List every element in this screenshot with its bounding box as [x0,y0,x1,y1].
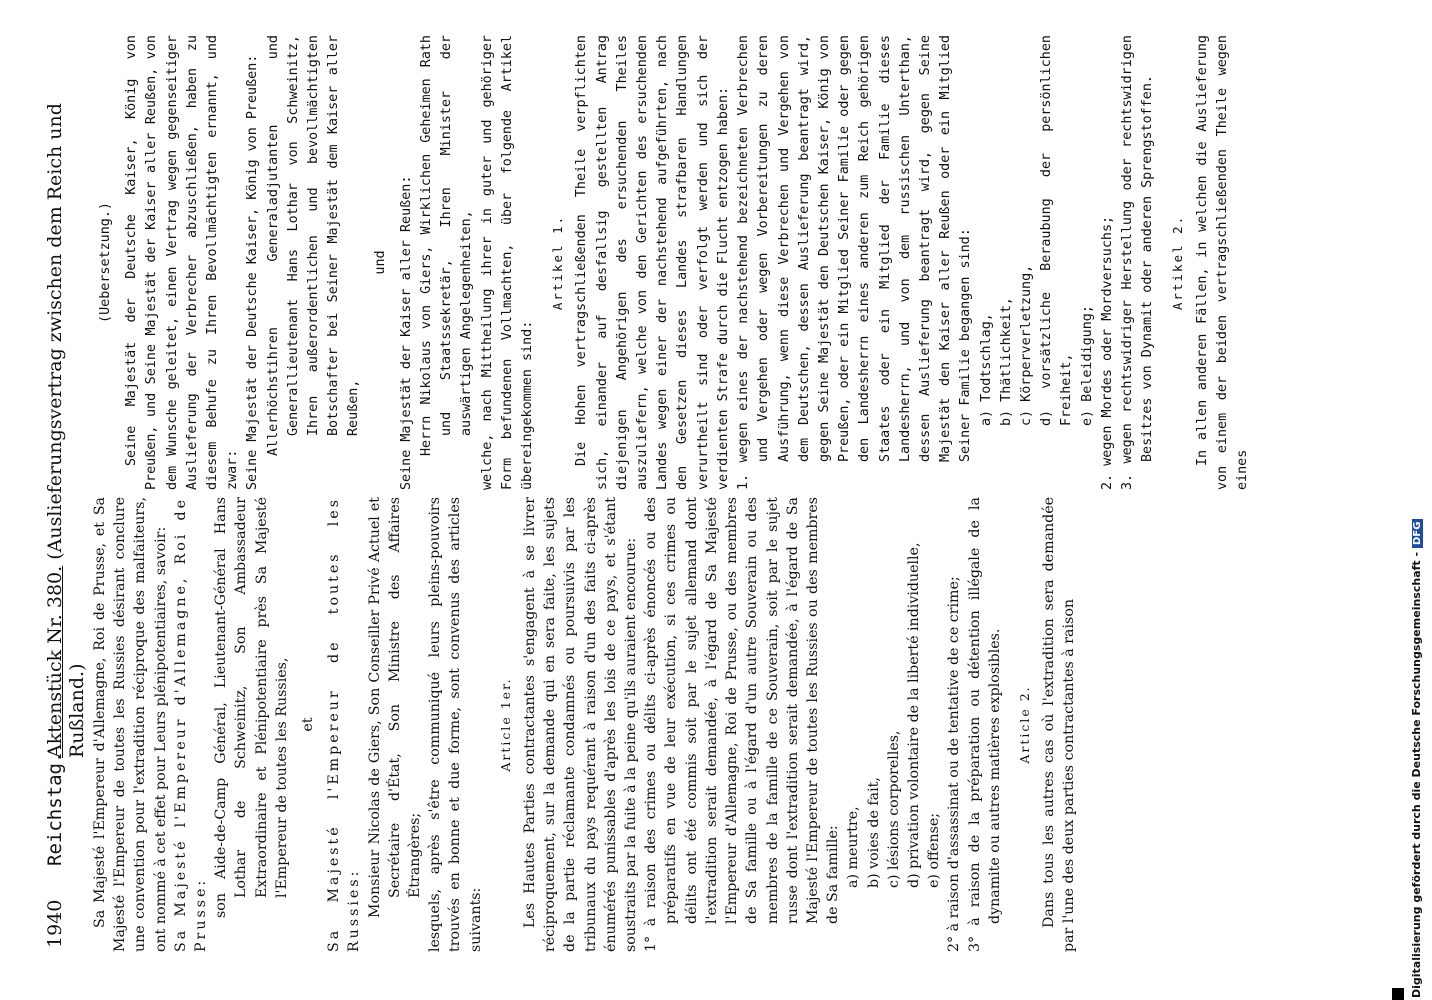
de-article2-text: In allen anderen Fällen, in welchen die Auslieferung von einem der beiden vertragschließenden Theile wegen eines [1194,35,1250,490]
de-article1-item2: 2. wegen Mordes oder Mordversuchs; [1099,215,1115,490]
digitization-stamp [1410,8,1430,998]
de-subitem-a: a) Todtschlag, [978,313,994,426]
de-article1-item3: 3. wegen rechtswidriger Herstellung oder rechtswidrigen Besitzes von Dynamit oder anderen Sprengstoffen. [1119,35,1156,490]
fr-subitem-c: c) lésions corporelles, [885,730,902,888]
fr-article1-text: Les Hautes Parties contractantes s'engagent à se livrer réciproquement, sur la demande qui en sera faite, les sujets de la partie réclamante condamnés ou poursuivis par les tribunaux du pays requérant à raison d'un des faits ci-après énumérés punissables d'après les lois de ce pays, et s'étant soustraits par la fuite à la peine qu'ils auraient encourue: [522,497,640,952]
de-party1-title: Seine Majestät der Deutsche Kaiser, König von Preußen: [245,54,261,490]
de-article1-heading: Artikel 1. [550,214,566,311]
de-party2-body: Herrn Nikolaus von Giers, Wirklichen Geheimen Rath und Staatssekretär, Ihren Minister der auswärtigen Angelegenheiten, [419,35,475,456]
fr-article1-heading: Article 1er. [497,677,513,772]
crop-mark [1392,988,1404,1000]
fr-subitem-b: b) voies de fait, [865,777,882,888]
dfg-logo: DFG [1412,519,1423,548]
title-prefix: Aktenstück Nr. 380. [44,565,66,758]
de-subitem-c: c) Körperverletzung, [1018,264,1034,426]
stamp-text-line [1410,8,1430,998]
title-subject: (Auslieferungsvertrag zwischen dem Reich und Rußland.) [44,103,88,758]
de-article2-heading: Artikel 2. [1170,214,1186,311]
document-title [44,48,88,758]
de-closing: welche, nach Mittheilung ihrer in guter und gehöriger Form befundenen Vollmachten, über folgende Artikel übereingekommen sind: [479,35,536,490]
de-party2-title: Seine Majestät der Kaiser aller Reußen: [398,175,414,490]
fr-party1-title: Sa Majesté l'Empereur d'Allemagne, Roi de Prusse: [172,497,210,952]
fr-et: et [300,717,317,732]
de-subitem-d: d) vorsätzliche Beraubung der persönlichen Freiheit, [1039,35,1075,426]
fr-subitem-e: e) offense; [926,812,943,888]
fr-subitem-a: a) meurtre, [845,806,862,888]
fr-closing: lesquels, après s'être communiqué leurs pleins-pouvoirs trouvés en bonne et due forme, sont convenus des articles suivants: [427,497,484,952]
de-translation-label: (Uebersetzung.) [98,202,113,323]
page-header [44,48,88,948]
de-subitem-b: b) Thätlichkeit, [998,297,1014,426]
fr-preamble: Sa Majesté l'Empereur d'Allemagne, Roi de Prusse, et Sa Majesté l'Empereur de toutes les Russies désirant conclure une convention pour l'extradition réciproque des malfaiteurs, ont nommé à cet effet pour Leurs plénipotentiaires, savoir: [92,497,169,952]
fr-subitem-d: d) privation volontaire de la liberté individuelle, [905,542,922,888]
rotated-page [8,10,1408,1000]
de-subitem-e: e) Beleidigung; [1079,305,1095,426]
de-preamble: Seine Majestät der Deutsche Kaiser, König von Preußen, und Seine Majestät der Kaiser aller Reußen, von dem Wunsche geleitet, einen Vertrag wegen gegenseitiger Auslieferung der Verbrecher abzuschließen, haben zu diesem Behufe zu Ihren Bevollmächtigten ernannt, und zwar: [124,35,241,490]
fr-article1-item3: 3° à raison de la préparation ou détention illégale de la dynamite ou autres matières explosibles. [966,497,1003,952]
german-column [90,35,1253,490]
de-party1-body: Allerhöchstihren Generaladjutanten und Generallieutenant Hans Lothar von Schweinitz, Ihren außerordentlichen und bevollmächtigten Botschafter bei Seiner Majestät dem Kaiser aller Reußen, [265,35,362,456]
stamp-text: Digitalisierung gefördert durch die Deutsche Forschungsgemeinschaft - [1410,551,1423,998]
fr-party2-title: Sa Majesté l'Empereur de toutes les Russies: [326,497,363,952]
page-number: 1940 [44,899,66,948]
de-article1-item1: 1. wegen eines der nachstehend bezeichneten Verbrechen und Vergehen oder wegen Vorbereitungen zu deren Ausführung, wenn diese Verbrechen und Vergehen von dem Deutschen, dessen Auslieferung beantragt wird, gegen Seine Majestät den Deutschen Kaiser, König von Preußen, oder ein Mitglied Seiner Familie oder gegen den Landesherrn eines anderen zum Reich gehörigen Staates oder ein Mitglied der Familie dieses Landesherrn, und von dem russischen Unterthan, dessen Auslieferung beantragt wird, gegen Seine Majestät den Kaiser aller Reußen oder ein Mitglied Seiner Familie begangen sind: [736,35,974,490]
fr-article1-item1: 1° à raison des crimes ou délits ci-après énoncés ou des préparatifs en vue de leur exécution, si ces crimes ou délits ont été commis soit par le sujet allemand dont l'extradition serait demandée, à l'égard de Sa Majesté l'Empereur d'Allemagne, Roi de Prusse, ou des membres de Sa famille ou à l'égard d'un autre Souverain ou des membres de la famille de ce Souverain, soit par le sujet russe dont l'extradition serait demandée, à l'égard de Sa Majesté l'Empereur de toutes les Russies ou des membres de Sa famille: [643,497,842,952]
fr-article1-item2: 2° à raison d'assassinat ou de tentative de ce crime; [946,576,963,952]
de-und: und [372,250,388,275]
fr-article2-text: Dans tous les autres cas où l'extradition sera demandée par l'une des deux parties contractantes à raison [1041,497,1078,952]
journal-name: Reichstag. [44,751,66,866]
de-article1-text: Die Hohen vertragschließenden Theile verpflichten sich, einander auf desfallsig gestellten Antrag diejenigen Angehörigen des ersuchenden Theiles auszuliefern, welche von den Gerichten des ersuchenden Landes wegen einer der nachstehend aufgeführten, nach den Gesetzen dieses Landes strafbaren Handlungen verurtheilt sind oder verfolgt werden und sich der verdienten Strafe durch die Flucht entzogen haben: [574,35,731,490]
fr-party1-body: son Aide-de-Camp Général, Lieutenant-Général Hans Lothar de Schweinitz, Son Ambassadeur Extraordinaire et Plénipotentiaire près Sa Majesté l'Empereur de toutes les Russies, [213,497,290,918]
french-column [90,497,1080,952]
fr-party2-body: Monsieur Nicolas de Giers, Son Conseiller Privé Actuel et Secrétaire d'État, Son Ministre des Affaires Étrangères; [366,497,424,918]
fr-article2-heading: Article 2. [1016,685,1032,764]
